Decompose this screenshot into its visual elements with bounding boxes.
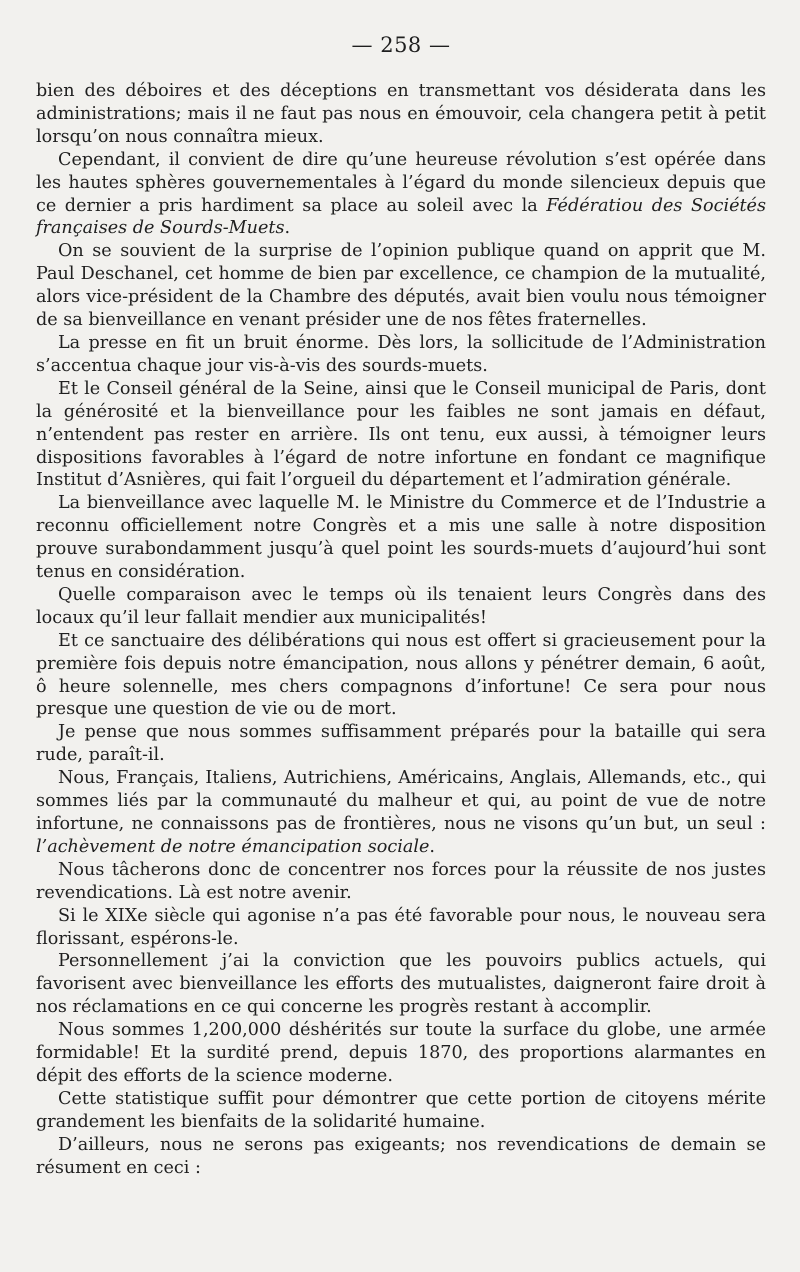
paragraph-7: Quelle comparaison avec le temps où ils tenaient leurs Congrès dans des locaux qu’il leur fallait mendier aux municipalités! [36,584,766,628]
paragraph-14: Nous sommes 1,200,000 déshérités sur toute la surface du globe, une armée formidable! Et la surdité prend, depuis 1870, des proportions alarmantes en dépit des efforts de la science moderne. [36,1020,766,1086]
paragraph-2 [36,149,766,241]
paragraph-2-end: . [284,218,291,239]
paragraph-8: Et ce sanctuaire des délibérations qui nous est offert si gracieusement pour la première fois depuis notre émancipation, nous allons y pénétrer demain, 6 août, ô heure solennelle, mes chers compagnons d’infortune! Ce sera pour nous presque une question de vie ou de mort. [36,630,766,720]
page-number: — 258 — [351,33,451,57]
paragraph-1: bien des déboires et des déceptions en transmettant vos désiderata dans les administrations; mais il ne faut pas nous en émouvoir, cela changera petit à petit lorsqu’on nous connaîtra mieux. [36,81,766,147]
paragraph-5: Et le Conseil général de la Seine, ainsi que le Conseil municipal de Paris, dont la générosité et la bienveillance pour les faibles ne sont jamais en défaut, n’entendent pas rester en arrière. Ils ont tenu, eux aussi, à témoigner leurs dispositions favorables à l’égard de notre infortune en fondant ce magnifique Institut d’Asnières, qui fait l’orgueil du département et l’admiration générale. [36,378,766,491]
paragraph-11: Nous tâcherons donc de concentrer nos forces pour la réussite de nos justes revendications. Là est notre avenir. [36,859,766,903]
paragraph-4: La presse en fit un bruit énorme. Dès lors, la sollicitude de l’Administration s’accentua chaque jour vis-à-vis des sourds-muets. [36,332,766,376]
paragraph-16: D’ailleurs, nous ne serons pas exigeants; nos revendications de demain se résument en ceci : [36,1134,766,1178]
paragraph-10-end: . [429,836,436,857]
paragraph-6: La bienveillance avec laquelle M. le Ministre du Commerce et de l’Industrie a reconnu officiellement notre Congrès et a mis une salle à notre disposition prouve surabondamment jusqu’à quel point les sourds-muets d’aujourd’hui sont tenus en considération. [36,493,766,583]
paragraph-10 [36,767,766,859]
paragraph-13: Personnellement j’ai la conviction que les pouvoirs publics actuels, qui favorisent avec bienveillance les efforts des mutualistes, daigneront faire droit à nos réclamations en ce qui concerne les progrès restant à accomplir. [36,951,766,1018]
paragraph-2-text: Cependant, il convient de dire qu’une heureuse révolution s’est opérée dans les hautes sphères gouvernementales à l’égard du monde silencieux depuis que ce dernier a pris hardiment sa place au soleil avec la [36,149,766,216]
emancipation-phrase: l’achèvement de notre émancipation sociale [36,836,430,857]
body-text [36,80,766,1180]
federation-name: Fédératiou des Sociétés françaises de Sourds-Muets [36,195,766,239]
paragraph-3: On se souvient de la surprise de l’opinion publique quand on apprit que M. Paul Deschanel, cet homme de bien par excellence, ce champion de la mutualité, alors vice-président de la Chambre des députés, avait bien voulu nous témoigner de sa bienveillance en venant présider une de nos fêtes fraternelles. [36,241,766,331]
paragraph-12: Si le XIXe siècle qui agonise n’a pas été favorable pour nous, le nouveau sera florissant, espérons-le. [36,905,766,949]
paragraph-10-text: Nous, Français, Italiens, Autrichiens, Américains, Anglais, Allemands, etc., qui sommes liés par la communauté du malheur et qui, au point de vue de notre infortune, ne connaissons pas de frontières, nous ne visons qu’un but, un seul : [36,768,766,834]
paragraph-9: Je pense que nous sommes suffisamment préparés pour la bataille qui sera rude, paraît-il. [36,722,766,766]
paragraph-15: Cette statistique suffit pour démontrer que cette portion de citoyens mérite grandement les bienfaits de la solidarité humaine. [36,1088,766,1132]
